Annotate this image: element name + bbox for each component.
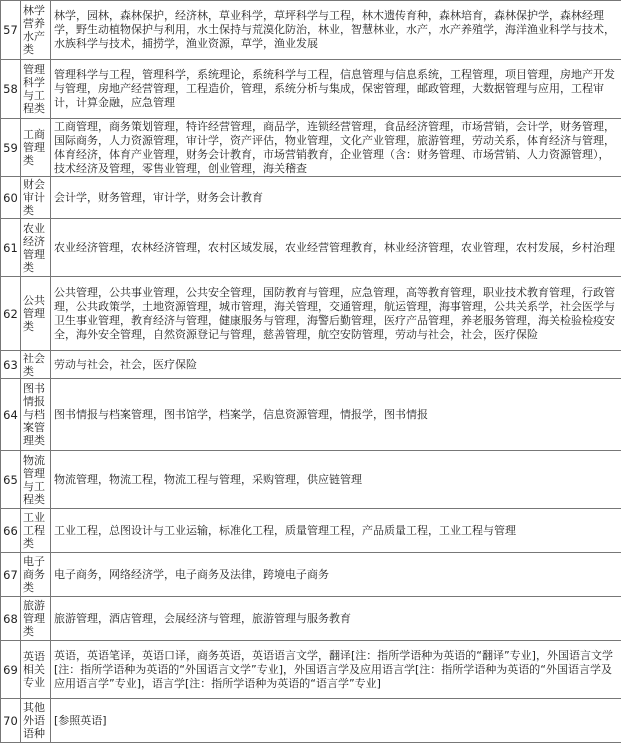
category-name: 社会类 xyxy=(21,351,51,379)
row-number: 69 xyxy=(1,641,21,699)
row-number: 70 xyxy=(1,699,21,743)
major-list: 电子商务，网络经济学，电子商务及法律，跨境电子商务 xyxy=(51,553,621,597)
category-name: 财会审计类 xyxy=(21,177,51,219)
row-number: 66 xyxy=(1,509,21,553)
row-number: 61 xyxy=(1,219,21,277)
category-name: 林学营养水产类 xyxy=(21,1,51,60)
category-name: 管理科学与工程类 xyxy=(21,60,51,119)
category-name: 英语相关专业 xyxy=(21,641,51,699)
category-name: 工业工程类 xyxy=(21,509,51,553)
major-list: 农业经济管理，农林经济管理，农村区域发展，农业经营管理教育，林业经济管理，农业管理，农村发展，乡村治理 xyxy=(51,219,621,277)
major-list: 劳动与社会，社会，医疗保险 xyxy=(51,351,621,379)
table-row xyxy=(1,60,621,119)
major-list: 管理科学与工程，管理科学，系统理论，系统科学与工程，信息管理与信息系统，工程管理，项目管理，房地产开发与管理，房地产经营管理，工程造价，管理，系统分析与集成，保密管理，邮政管理，大数据管理与应用，工程审计，计算金融，应急管理 xyxy=(51,60,621,119)
category-name: 物流管理与工程类 xyxy=(21,451,51,509)
table-row xyxy=(1,553,621,597)
row-number: 64 xyxy=(1,379,21,451)
major-list: 会计学，财务管理，审计学，财务会计教育 xyxy=(51,177,621,219)
category-name: 其他外语语种 xyxy=(21,699,51,743)
category-name: 电子商务类 xyxy=(21,553,51,597)
table-row xyxy=(1,451,621,509)
row-number: 67 xyxy=(1,553,21,597)
category-name: 公共管理类 xyxy=(21,277,51,351)
major-list: 旅游管理，酒店管理，会展经济与管理，旅游管理与服务教育 xyxy=(51,597,621,641)
table-row xyxy=(1,1,621,60)
major-list: 工业工程，总图设计与工业运输，标准化工程，质量管理工程，产品质量工程，工业工程与管理 xyxy=(51,509,621,553)
category-name: 工商管理类 xyxy=(21,119,51,177)
table-row xyxy=(1,641,621,699)
table-row xyxy=(1,277,621,351)
major-list: 图书情报与档案管理，图书馆学，档案学，信息资源管理，情报学，图书情报 xyxy=(51,379,621,451)
table-row xyxy=(1,119,621,177)
table-row xyxy=(1,351,621,379)
row-number: 68 xyxy=(1,597,21,641)
major-list: 林学，园林，森林保护，经济林，草业科学，草坪科学与工程，林木遗传育种，森林培育，森林保护学，森林经理学，野生动植物保护与利用，水土保持与荒漠化防治，林业，智慧林业，水产，水产养殖学，海洋渔业科学与技术，水族科学与技术，捕捞学，渔业资源，草学，渔业发展 xyxy=(51,1,621,60)
category-name: 旅游管理类 xyxy=(21,597,51,641)
major-list: 公共管理，公共事业管理，公共安全管理，国防教育与管理，应急管理，高等教育管理，职业技术教育管理，行政管理，公共政策学，土地资源管理，城市管理，海关管理，交通管理，航运管理，海事管理，公共关系学，社会医学与卫生事业管理，教育经济与管理，健康服务与管理，海警后勤管理，医疗产品管理，养老服务管理，海关检验检疫安全，海外安全管理，自然资源登记与管理，慈善管理，航空安防管理，劳动与社会，社会，医疗保险 xyxy=(51,277,621,351)
table-row xyxy=(1,509,621,553)
row-number: 57 xyxy=(1,1,21,60)
major-list: 英语，英语笔译，英语口译，商务英语，英语语言文学，翻译[注：指所学语种为英语的“翻译”专业]，外国语言文学[注：指所学语种为英语的“外国语言文学”专业]，外国语言学及应用语言学[注：指所学语种为英语的“外国语言学及应用语言学”专业]，语言学[注：指所学语种为英语的“语言学”专业] xyxy=(51,641,621,699)
category-name: 图书情报与档案管理类 xyxy=(21,379,51,451)
table-row xyxy=(1,177,621,219)
row-number: 63 xyxy=(1,351,21,379)
row-number: 60 xyxy=(1,177,21,219)
major-list: [参照英语] xyxy=(51,699,621,743)
major-list: 物流管理，物流工程，物流工程与管理，采购管理，供应链管理 xyxy=(51,451,621,509)
major-list: 工商管理，商务策划管理，特许经营管理，商品学，连锁经营管理，食品经济管理，市场营销，会计学，财务管理，国际商务，人力资源管理，审计学，资产评估，物业管理，文化产业管理，旅游管理，劳动关系，体育经济与管理，体育经济，体育产业管理，财务会计教育，市场营销教育，企业管理（含：财务管理、市场营销、人力资源管理），技术经济及管理，零售业管理，创业管理，海关稽查 xyxy=(51,119,621,177)
table-row xyxy=(1,219,621,277)
row-number: 59 xyxy=(1,119,21,177)
table-row xyxy=(1,597,621,641)
row-number: 58 xyxy=(1,60,21,119)
table-row xyxy=(1,379,621,451)
category-name: 农业经济管理类 xyxy=(21,219,51,277)
row-number: 62 xyxy=(1,277,21,351)
row-number: 65 xyxy=(1,451,21,509)
table-row xyxy=(1,699,621,743)
